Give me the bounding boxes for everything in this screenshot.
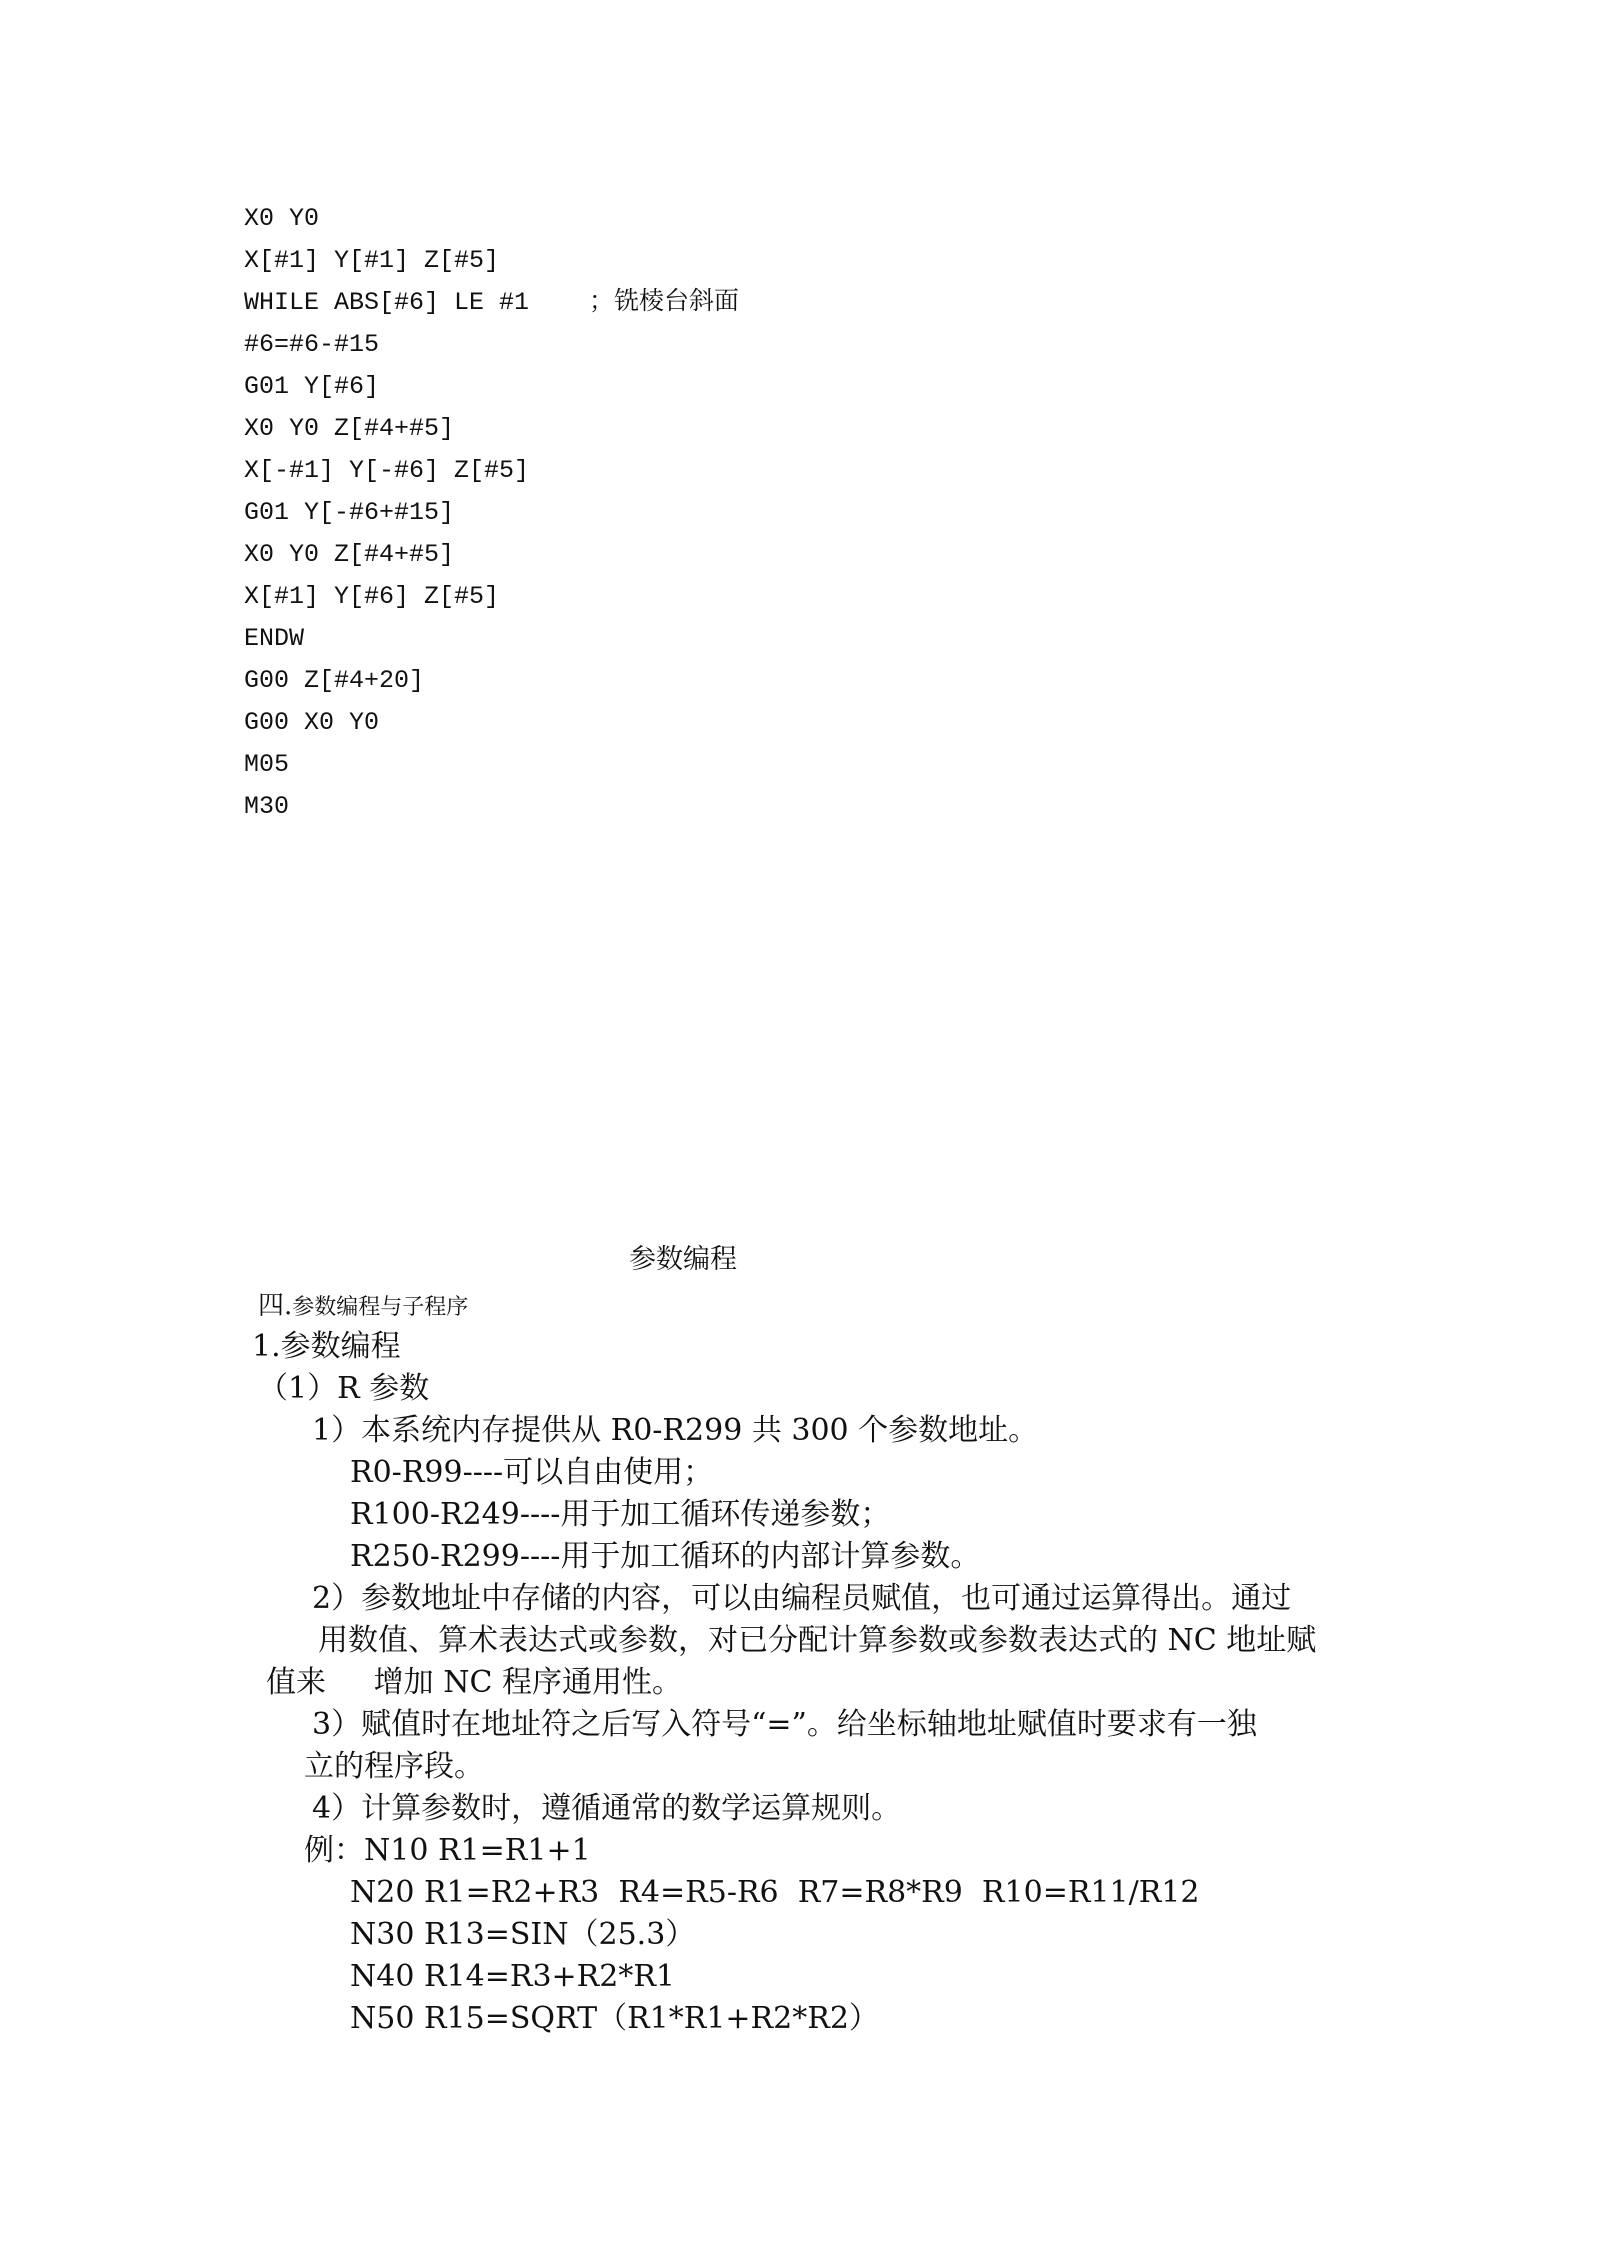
code-line: X0 Y0	[244, 204, 320, 233]
code-line: G00 Z[#4+20]	[244, 666, 425, 695]
nc-code-listing	[244, 198, 1144, 828]
code-line: X[#1] Y[#1] Z[#5]	[244, 246, 500, 275]
section-heading	[258, 1288, 468, 1326]
example-line: N30 R13=SIN（25.3）	[350, 1917, 696, 1952]
code-line: M05	[244, 750, 290, 779]
page-title: 参数编程	[629, 1244, 737, 1275]
code-line: G01 Y[-#6+#15]	[244, 498, 455, 527]
section-label: 参数编程与子程序	[292, 1295, 469, 1320]
paragraph-line: 值来 增加 NC 程序通用性。	[266, 1665, 682, 1700]
example-line: N20 R1=R2+R3 R4=R5-R6 R7=R8*R9 R10=R11/R12	[350, 1875, 1200, 1910]
code-line: G00 X0 Y0	[244, 708, 380, 737]
code-line: X[#1] Y[#6] Z[#5]	[244, 582, 500, 611]
paragraph-line: 用数值、算术表达式或参数，对已分配计算参数或参数表达式的 NC 地址赋	[318, 1623, 1317, 1658]
code-line: WHILE ABS[#6] LE #1 ；铣棱台斜面	[244, 288, 740, 317]
code-line: X0 Y0 Z[#4+#5]	[244, 414, 455, 443]
paragraph-line: 立的程序段。	[304, 1749, 484, 1784]
paragraph-line: 3）赋值时在地址符之后写入符号“=”。给坐标轴地址赋值时要求有一独	[312, 1707, 1257, 1742]
paragraph-line: 4）计算参数时，遵循通常的数学运算规则。	[312, 1791, 902, 1826]
code-line: M30	[244, 792, 290, 821]
list-item: R0-R99----可以自由使用；	[350, 1455, 714, 1490]
list-item: R100-R249----用于加工循环传递参数；	[350, 1497, 891, 1532]
paragraph-line: 2）参数地址中存储的内容，可以由编程员赋值，也可通过运算得出。通过	[312, 1581, 1292, 1616]
subheading-r-parameters: （1）R 参数	[258, 1371, 430, 1406]
heading-parameter-programming: 1.参数编程	[252, 1329, 401, 1364]
code-line: #6=#6-#15	[244, 330, 380, 359]
example-line: 例：N10 R1=R1+1	[304, 1833, 591, 1868]
code-line: ENDW	[244, 624, 305, 653]
list-item: 1）本系统内存提供从 R0-R299 共 300 个参数地址。	[312, 1413, 1039, 1448]
code-line: G01 Y[#6]	[244, 372, 380, 401]
example-line: N40 R14=R3+R2*R1	[350, 1959, 676, 1994]
list-item: R250-R299----用于加工循环的内部计算参数。	[350, 1539, 981, 1574]
example-line: N50 R15=SQRT（R1*R1+R2*R2）	[350, 2001, 879, 2036]
section-number: 四.	[258, 1291, 293, 1321]
code-line: X[-#1] Y[-#6] Z[#5]	[244, 456, 530, 485]
code-line: X0 Y0 Z[#4+#5]	[244, 540, 455, 569]
